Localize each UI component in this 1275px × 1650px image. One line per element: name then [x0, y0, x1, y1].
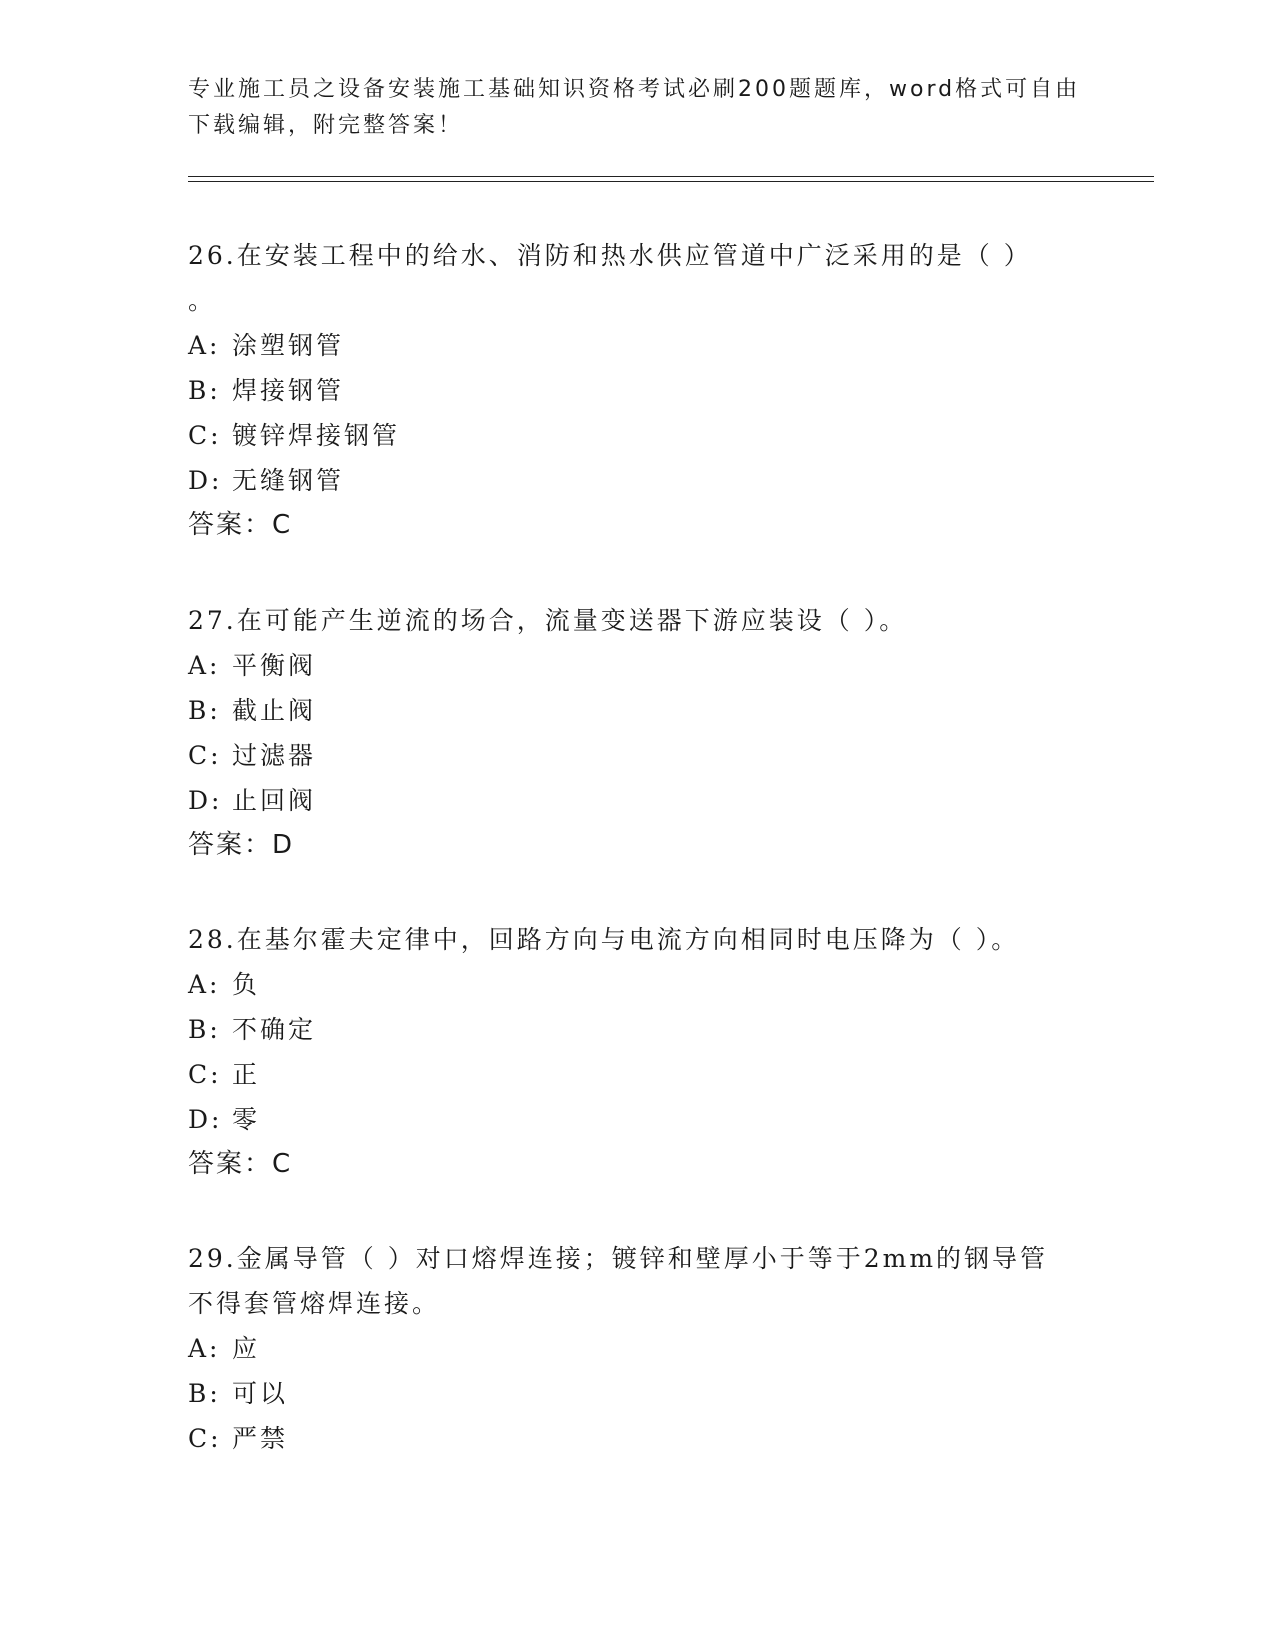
- option-d: [188, 778, 1068, 823]
- option-c: [188, 1416, 1068, 1461]
- option-text: 截止阀: [232, 696, 317, 725]
- option-key: D:: [188, 786, 223, 815]
- question-stem-continued: 。: [188, 286, 217, 315]
- option-key: A:: [188, 651, 221, 680]
- option-d: [188, 1097, 1068, 1142]
- option-key: A:: [188, 1334, 221, 1363]
- option-key: C:: [188, 421, 222, 450]
- option-b: [188, 368, 1068, 413]
- question-stem: 26.在安装工程中的给水、消防和热水供应管道中广泛采用的是（ ）: [188, 241, 1032, 270]
- option-text: 焊接钢管: [232, 376, 345, 405]
- header-line-1: 专业施工员之设备安装施工基础知识资格考试必刷200题题库，word格式可自由: [188, 77, 1081, 102]
- question-29: [188, 1236, 1068, 1461]
- question-stem: 27.在可能产生逆流的场合，流量变送器下游应装设（ ）。: [188, 606, 908, 635]
- option-c: [188, 413, 1068, 458]
- option-text: 止回阀: [232, 786, 317, 815]
- option-text: 过滤器: [232, 741, 317, 770]
- option-c: [188, 1052, 1068, 1097]
- option-key: B:: [188, 696, 221, 725]
- question-stem-continued: 不得套管熔焊连接。: [188, 1289, 441, 1318]
- option-text: 严禁: [232, 1424, 289, 1453]
- question-stem: 28.在基尔霍夫定律中，回路方向与电流方向相同时电压降为（ ）。: [188, 925, 1020, 954]
- option-key: D:: [188, 466, 223, 495]
- option-text: 零: [232, 1105, 261, 1134]
- header-divider-bottom: [188, 181, 1154, 182]
- question-26: [188, 233, 1068, 548]
- option-key: B:: [188, 1379, 221, 1408]
- question-stem: 29.金属导管（ ）对口熔焊连接；镀锌和壁厚小于等于2mm的钢导管: [188, 1244, 1049, 1273]
- option-text: 平衡阀: [232, 651, 317, 680]
- option-text: 不确定: [232, 1015, 317, 1044]
- header-line-2: 下载编辑，附完整答案！: [188, 113, 464, 138]
- option-text: 负: [232, 970, 261, 999]
- option-text: 涂塑钢管: [232, 331, 345, 360]
- option-key: A:: [188, 970, 221, 999]
- option-text: 可以: [232, 1379, 289, 1408]
- option-b: [188, 688, 1068, 733]
- option-text: 镀锌焊接钢管: [232, 421, 401, 450]
- option-key: B:: [188, 1015, 221, 1044]
- option-key: D:: [188, 1105, 223, 1134]
- option-text: 正: [232, 1060, 261, 1089]
- option-text: 应: [232, 1334, 261, 1363]
- answer-line: 答案：C: [188, 1149, 293, 1179]
- option-key: A:: [188, 331, 221, 360]
- option-key: C:: [188, 1060, 222, 1089]
- option-c: [188, 733, 1068, 778]
- option-key: C:: [188, 1424, 222, 1453]
- header-divider-top: [188, 176, 1154, 177]
- option-b: [188, 1007, 1068, 1052]
- option-a: [188, 643, 1068, 688]
- question-27: [188, 598, 1068, 868]
- option-b: [188, 1371, 1068, 1416]
- document-header: [188, 72, 1088, 144]
- answer-line: 答案：D: [188, 830, 295, 860]
- option-key: B:: [188, 376, 221, 405]
- option-a: [188, 323, 1068, 368]
- option-key: C:: [188, 741, 222, 770]
- answer-line: 答案：C: [188, 510, 293, 540]
- option-text: 无缝钢管: [232, 466, 345, 495]
- option-d: [188, 458, 1068, 503]
- option-a: [188, 962, 1068, 1007]
- option-a: [188, 1326, 1068, 1371]
- question-28: [188, 917, 1068, 1187]
